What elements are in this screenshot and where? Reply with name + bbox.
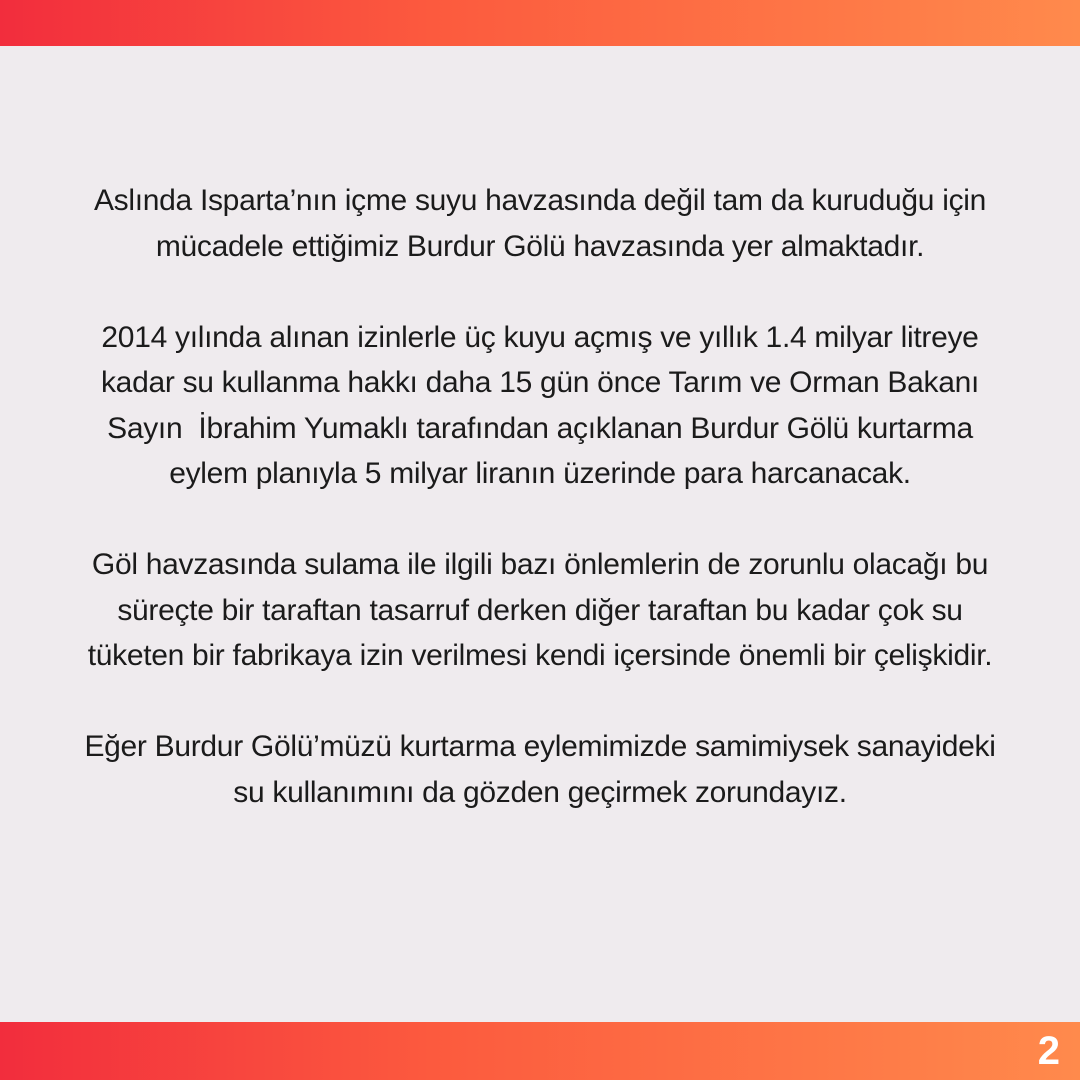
text-line: mücadele ettiğimiz Burdur Gölü havzasında yer almaktadır.	[155, 229, 925, 263]
top-gradient-bar	[0, 0, 1080, 46]
text-line: süreçte bir taraftan tasarruf derken diğer taraftan bu kadar çok su	[117, 593, 963, 627]
text-line: Sayın İbrahim Yumaklı tarafından açıklanan Burdur Gölü kurtarma	[107, 411, 973, 445]
paragraph-3	[0, 542, 1080, 679]
text-line: su kullanımını da gözden geçirmek zorundayız.	[233, 775, 847, 809]
paragraph-4	[0, 724, 1080, 815]
text-line: eylem planıyla 5 milyar liranın üzerinde para harcanacak.	[169, 457, 911, 490]
bottom-gradient-bar	[0, 1022, 1080, 1080]
text-line: Eğer Burdur Gölü’müzü kurtarma eylemimizde samimiysek sanayideki	[84, 730, 996, 763]
text-line: Aslında Isparta’nın içme suyu havzasında değil tam da kuruduğu için	[93, 184, 987, 217]
slide-body-text	[0, 178, 1080, 861]
page-number: 2	[1037, 1029, 1060, 1073]
text-line: 2014 yılında alınan izinlerle üç kuyu açmış ve yıllık 1.4 milyar litreye	[101, 320, 979, 354]
text-line: Göl havzasında sulama ile ilgili bazı önlemlerin de zorunlu olacağı bu	[91, 548, 989, 581]
paragraph-2	[0, 315, 1080, 497]
paragraph-1	[0, 178, 1080, 269]
text-line: kadar su kullanma hakkı daha 15 gün önce Tarım ve Orman Bakanı	[100, 366, 980, 399]
text-line: tüketen bir fabrikaya izin verilmesi kendi içersinde önemli bir çelişkidir.	[87, 639, 993, 672]
